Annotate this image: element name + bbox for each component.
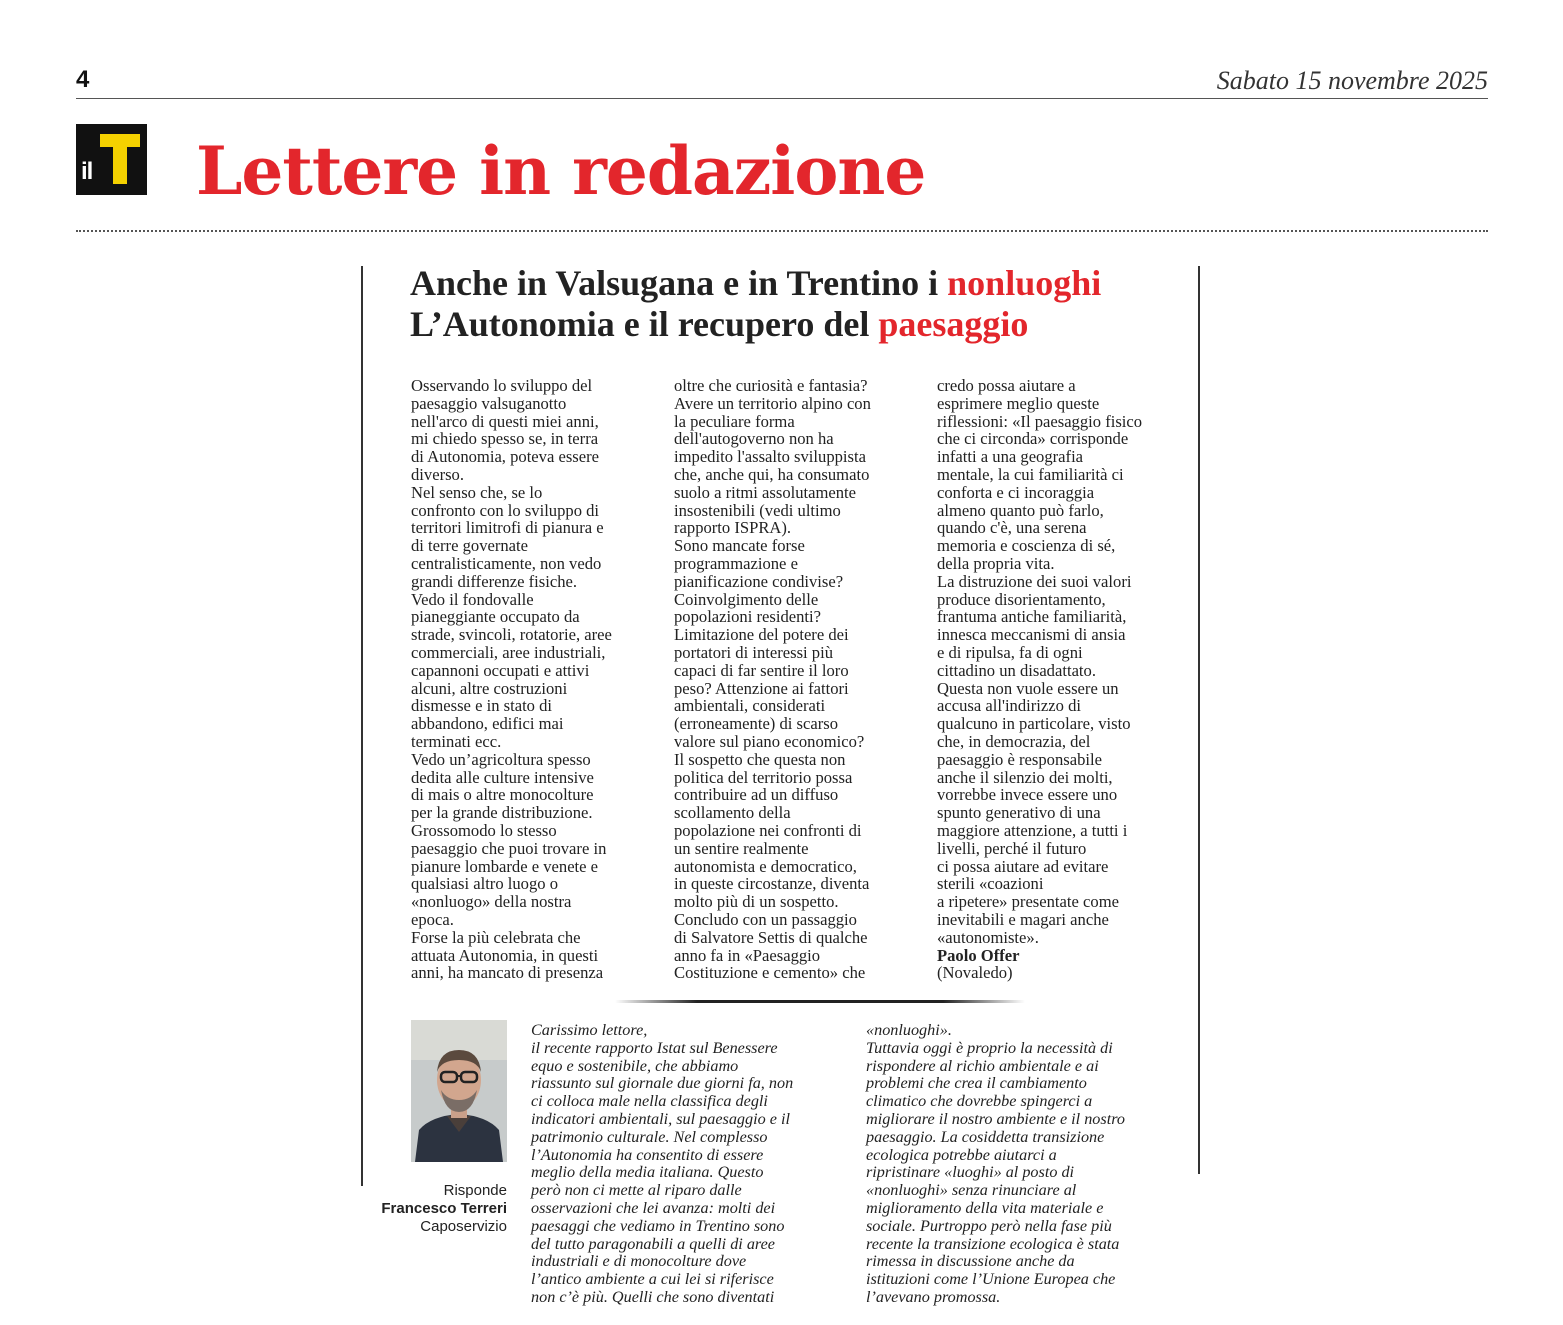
logo-il-text: il — [81, 158, 93, 185]
newspaper-logo[interactable] — [76, 124, 147, 195]
logo-t-stem — [113, 134, 127, 184]
reply-separator — [615, 1000, 1025, 1003]
reply-author-role: Caposervizio — [420, 1218, 507, 1235]
letter-column-3-text: credo possa aiutare a esprimere meglio queste riflessioni: «Il paesaggio fisico che ci circonda» corrisponde infatti a una geografia mentale, la cui familiarità ci conforta e ci incoraggia almeno quanto può farlo, quando c'è, una serena memoria e coscienza di sé, della propria vita. La distruzione dei suoi valori produce disorientamento, frantuma antiche familiarità, innesca meccanismi di ansia e di ripulsa, fa di ogni cittadino un disadattato. Questa non vuole essere un accusa all'indirizzo di qualcuno in particolare, visto che, in democrazia, del paesaggio è responsabile anche il silenzio dei molti, vorrebbe invece essere uno spunto generativo di una maggiore attenzione, a tutti i livelli, perché il futuro ci possa aiutare ad evitare sterili «coazioni a ripetere» presentate come inevitabili e magari anche «autonomiste». — [937, 376, 1143, 947]
headline-line-2 — [410, 304, 1190, 345]
right-column-rule — [1198, 266, 1200, 1174]
letter-column-1: Osservando lo sviluppo del paesaggio valsuganotto nell'arco di questi miei anni, mi chiedo spesso se, in terra di Autonomia, poteva essere diverso. Nel senso che, se lo confronto con lo sviluppo di territori limitrofi di pianura e di terre governate centralisticamente, non vedo grandi differenze fisiche. Vedo il fondovalle pianeggiante occupato da strade, svincoli, rotatorie, aree commerciali, aree industriali, capannoni occupati e attivi alcuni, altre costruzioni dismesse e in stato di abbandono, edifici mai terminati ecc. Vedo un’agricoltura spesso dedita alle culture intensive di mais o altre monocolture per la grande distribuzione. Grossomodo lo stesso paesaggio che puoi trovare in pianure lombarde e venete e qualsiasi altro luogo o «nonluogo» della nostra epoca. Forse la più celebrata che attuata Autonomia, in questi anni, ha mancato di presenza — [411, 376, 612, 983]
headline-line1-text: Anche in Valsugana e in Trentino i — [410, 263, 948, 303]
author-portrait-image — [411, 1020, 507, 1162]
letter-column-2: oltre che curiosità e fantasia? Avere un territorio alpino con la peculiare forma dell'autogoverno non ha impedito l'assalto sviluppista che, anche qui, ha consumato suolo a ritmi assolutamente insostenibili (vedi ultimo rapporto ISPRA). Sono mancate forse programmazione e pianificazione condivise? Coinvolgimento delle popolazioni residenti? Limitazione del potere dei portatori di interessi più capaci di far sentire il loro peso? Attenzione ai fattori ambientali, considerati (erroneamente) di scarso valore sul piano economico? Il sospetto che questa non politica del territorio possa contribuire ad un diffuso scollamento della popolazione nei confronti di un sentire realmente autonomista e democratico, in queste circostanze, diventa molto più di un sospetto. Concludo con un passaggio di Salvatore Settis di qualche anno fa in «Paesaggio Costituzione e cemento» che — [674, 376, 871, 983]
left-column-rule — [361, 266, 363, 1186]
page-date: Sabato 15 novembre 2025 — [1216, 66, 1488, 95]
top-rule — [76, 98, 1488, 99]
reply-label: Risponde — [443, 1182, 507, 1199]
headline-line2-text: L’Autonomia e il recupero del — [410, 304, 879, 344]
reply-author-name: Francesco Terreri — [381, 1200, 507, 1217]
headline-line1-highlight: nonluoghi — [947, 263, 1102, 303]
reply-column-2: «nonluoghi». Tuttavia oggi è proprio la necessità di rispondere al richio ambientale e ai problemi che crea il cambiamento climatico che dovrebbe spingerci a migliorare il nostro ambiente e il nostro paesaggio. La cosiddetta transizione ecologica potrebbe aiutarci a ripristinare «luoghi» al posto di «nonluoghi» senza rinunciare al miglioramento della vita materiale e sociale. Purtroppo però nella fase più recente la transizione ecologica è stata rimessa in discussione anche da istituzioni come l’Unione Europea che l’avevano promossa. — [866, 1021, 1125, 1306]
author-photo — [411, 1020, 507, 1162]
section-title: Lettere in redazione — [196, 132, 926, 210]
letter-signature: Paolo Offer — [937, 945, 1020, 965]
section-divider — [76, 230, 1488, 232]
letter-origin: (Novaledo) — [937, 963, 1013, 983]
reply-column-1: Carissimo lettore, il recente rapporto Istat sul Benessere equo e sostenibile, che abbiamo riassunto sul giornale due giorni fa, non ci colloca male nella classifica degli indicatori ambientali, sul paesaggio e il patrimonio culturale. Nel complesso l’Autonomia ha consentito di essere meglio della media italiana. Questo però non ci mette al riparo dalle osservazioni che lei avanza: molti dei paesaggi che vediamo in Trentino sono del tutto paragonabili a quelli di aree industriali e di monocolture dove l’antico ambiente a cui lei si riferisce non c’è più. Quelli che sono diventati — [531, 1021, 794, 1306]
page-number: 4 — [76, 66, 90, 93]
reply-byline — [380, 1182, 507, 1236]
headline-line-1 — [410, 263, 1190, 304]
headline-line2-highlight: paesaggio — [878, 304, 1029, 344]
letter-column-3 — [937, 377, 1187, 982]
article-headline — [410, 263, 1190, 345]
